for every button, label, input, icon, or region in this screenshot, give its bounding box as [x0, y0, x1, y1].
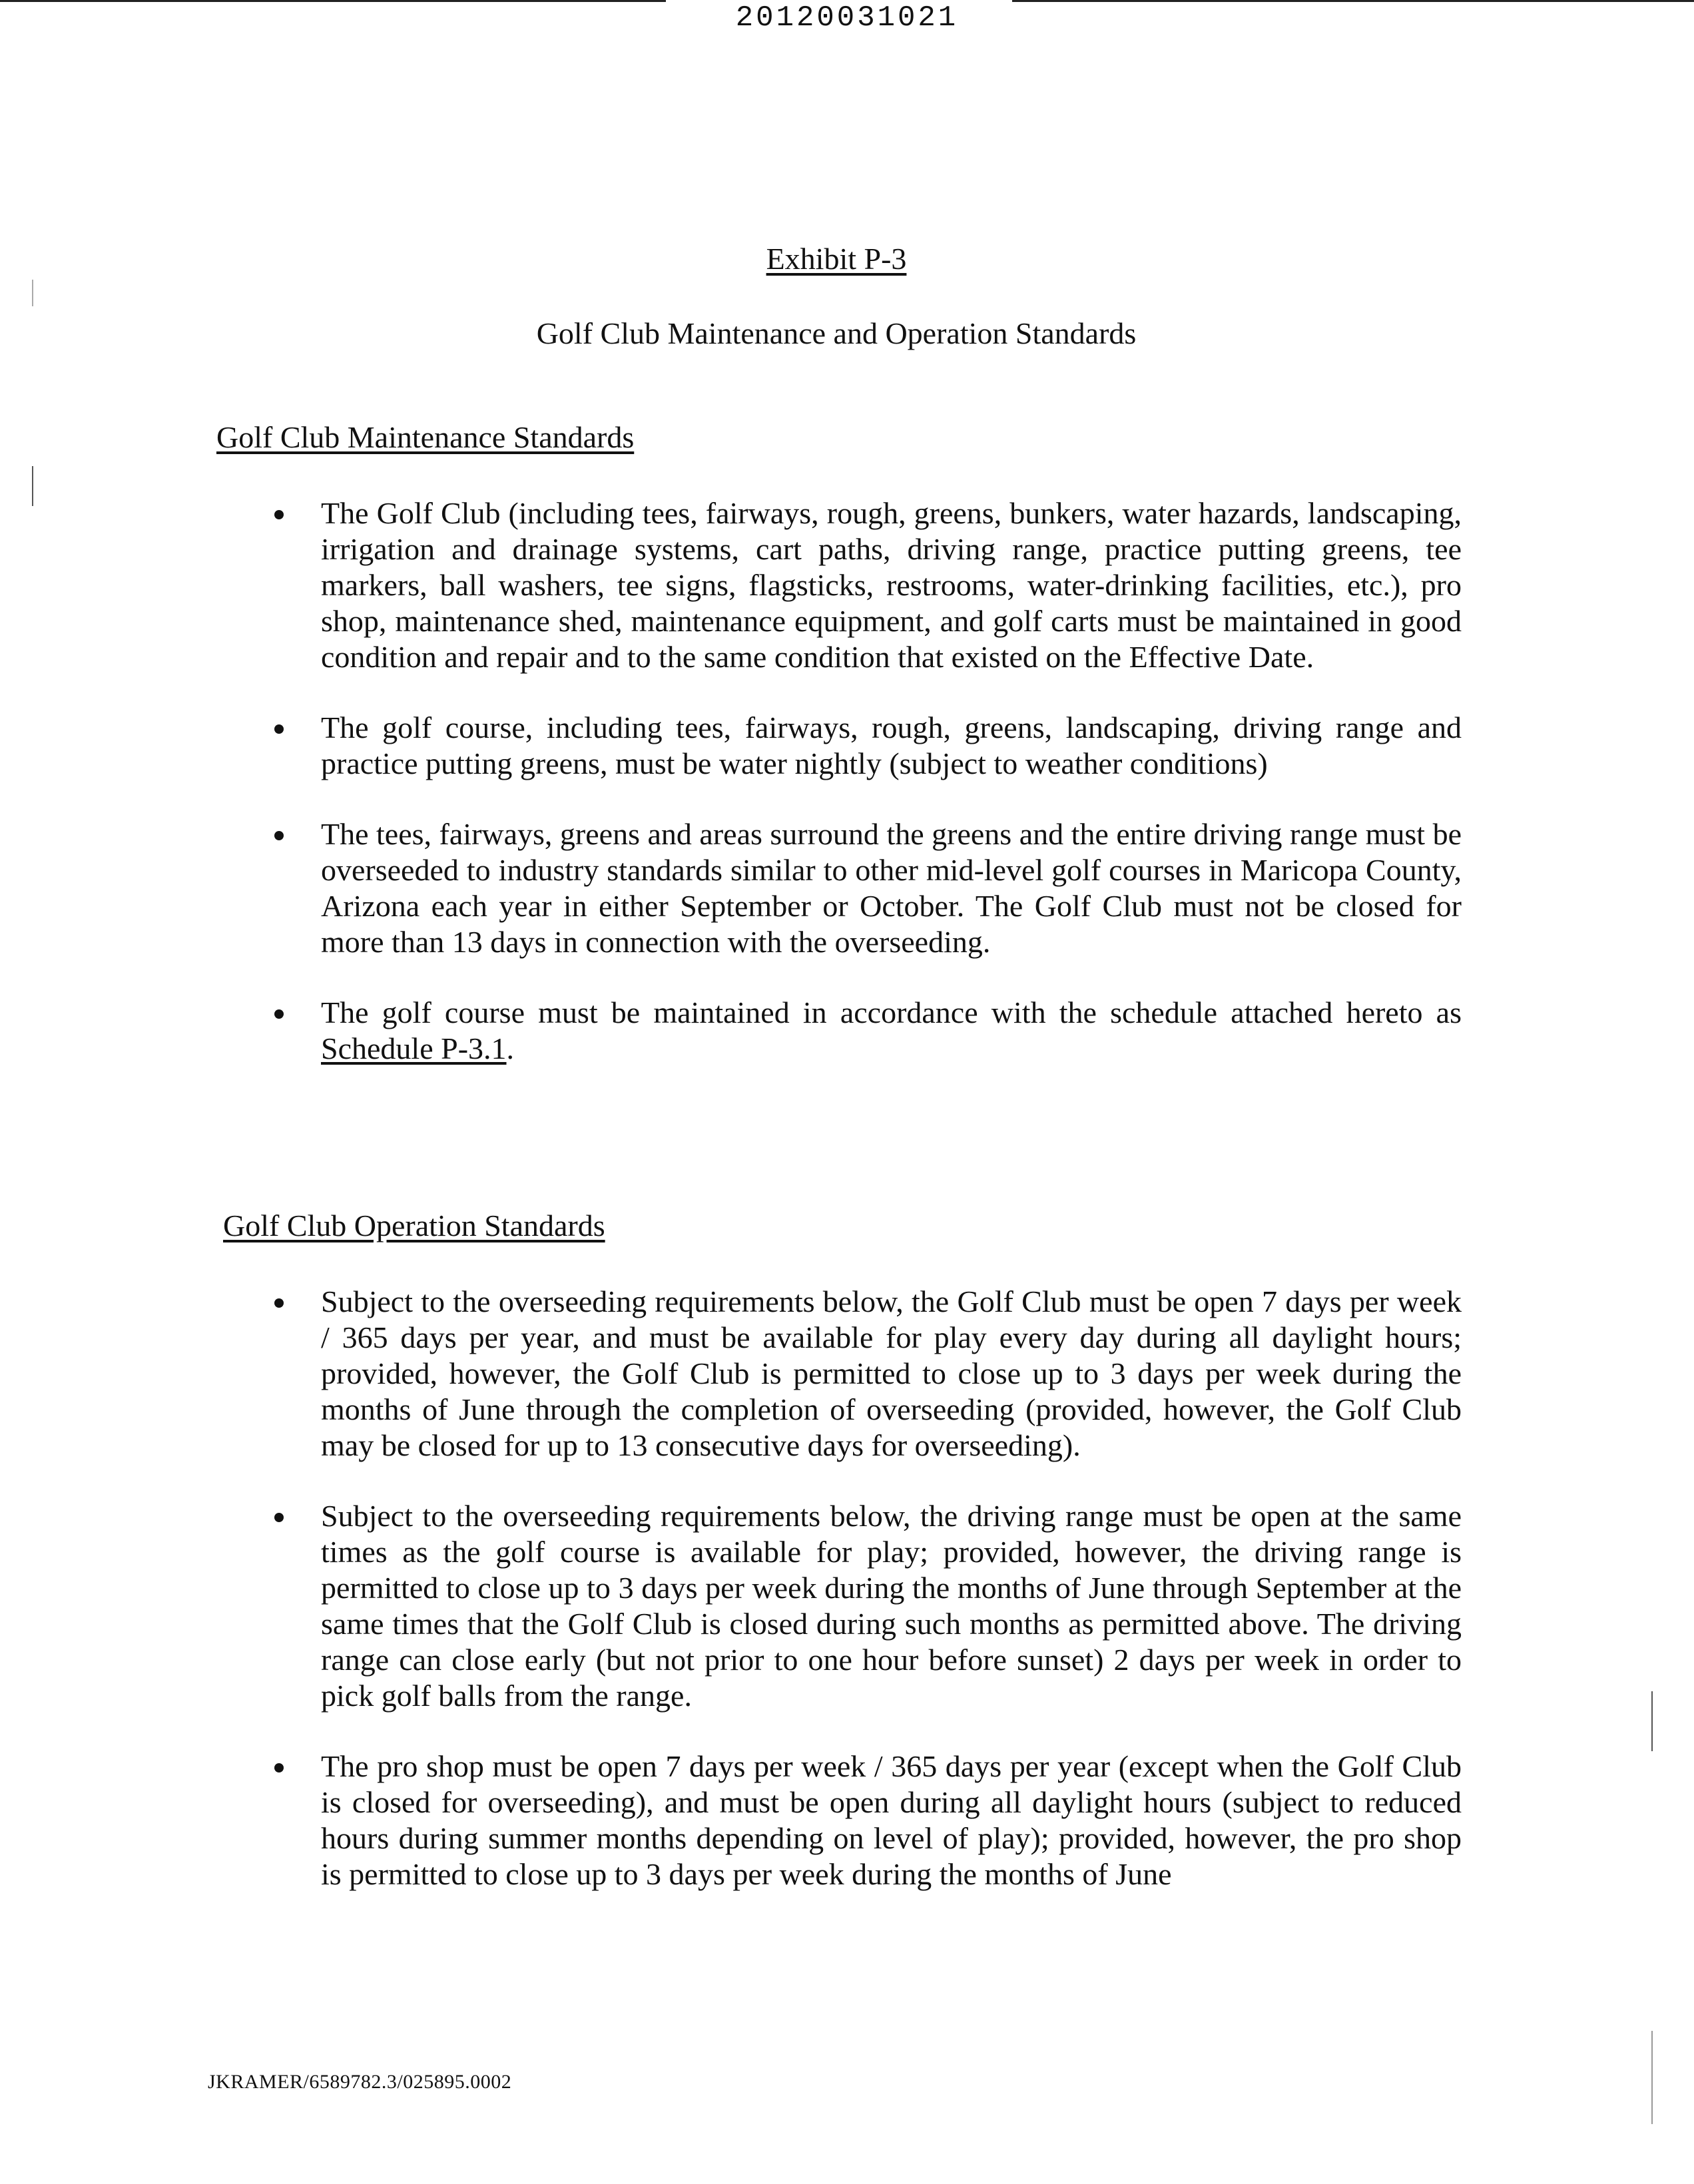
list-item	[266, 1284, 1462, 1464]
list-item-text: The golf course must be maintained in accordance with the schedule attached hereto as	[321, 995, 1462, 1029]
list-item-text: Subject to the overseeding requirements below, the driving range must be open at the same times as the golf course is available for play; provided, however, the driving range is permitted to close up to 3 days per week during the months of June through September at the same times that the Golf Club is closed during such months as permitted above. The driving range can close early (but not prior to one hour before sunset) 2 days per week in order to pick golf balls from the range.	[321, 1499, 1462, 1713]
bullet-icon	[274, 1763, 284, 1773]
operation-standards-list	[266, 1284, 1462, 1927]
operation-standards-heading: Golf Club Operation Standards	[223, 1209, 605, 1242]
exhibit-title: Exhibit P-3	[766, 242, 907, 276]
bullet-icon	[274, 1298, 284, 1308]
scan-artifact-right	[1651, 2031, 1653, 2124]
list-item-text: The pro shop must be open 7 days per week / 365 days per year (except when the Golf Club is closed for overseeding), and must be open during all daylight hours (subject to reduced hours during summer months depending on level of play); provided, however, the pro shop is permitted to close up to 3 days per week during the months of June	[321, 1749, 1462, 1891]
maintenance-standards-heading: Golf Club Maintenance Standards	[216, 420, 635, 454]
list-item	[266, 710, 1462, 782]
scan-artifact-left	[32, 280, 33, 306]
recording-number: 20120031021	[735, 1, 959, 35]
footer-document-code: JKRAMER/6589782.3/025895.0002	[208, 2071, 512, 2093]
list-item-text: The golf course, including tees, fairways, rough, greens, landscaping, driving range and practice putting greens, must be water nightly (subject to weather conditions)	[321, 710, 1462, 780]
list-item	[266, 1749, 1462, 1892]
bullet-icon	[274, 724, 284, 734]
list-item	[266, 816, 1462, 960]
list-item	[266, 995, 1462, 1067]
list-item-text: The tees, fairways, greens and areas surround the greens and the entire driving range must be overseeded to industry standards similar to other mid-level golf courses in Maricopa County, Arizona each year in either September or October. The Golf Club must not be closed for more than 13 days in connection with the overseeding.	[321, 817, 1462, 959]
document-subtitle: Golf Club Maintenance and Operation Standards	[536, 316, 1137, 350]
list-item-text-end: .	[506, 1031, 515, 1065]
scan-artifact-left	[32, 466, 33, 506]
list-item-text: The Golf Club (including tees, fairways, rough, greens, bunkers, water hazards, landscaping, irrigation and drainage systems, cart paths, driving range, practice putting greens, tee markers, ball washers, tee signs, flagsticks, restrooms, water-drinking facilities, etc.), pro shop, maintenance shed, maintenance equipment, and golf carts must be maintained in good condition and repair and to the same condition that existed on the Effective Date.	[321, 496, 1462, 674]
list-item	[266, 1498, 1462, 1714]
list-item	[266, 495, 1462, 675]
bullet-icon	[274, 1009, 284, 1019]
bullet-icon	[274, 1513, 284, 1522]
schedule-reference: Schedule P-3.1	[321, 1031, 507, 1065]
list-item-text: Subject to the overseeding requirements below, the Golf Club must be open 7 days per week / 365 days per year, and must be available for play every day during all daylight hours; provided, however, the Golf Club is permitted to close up to 3 days per week during the months of June through the completion of overseeding (provided, however, the Golf Club may be closed for up to 13 consecutive days for overseeding).	[321, 1284, 1462, 1462]
maintenance-standards-list	[266, 495, 1462, 1101]
scan-artifact-right	[1651, 1691, 1653, 1751]
bullet-icon	[274, 510, 284, 519]
bullet-icon	[274, 831, 284, 840]
